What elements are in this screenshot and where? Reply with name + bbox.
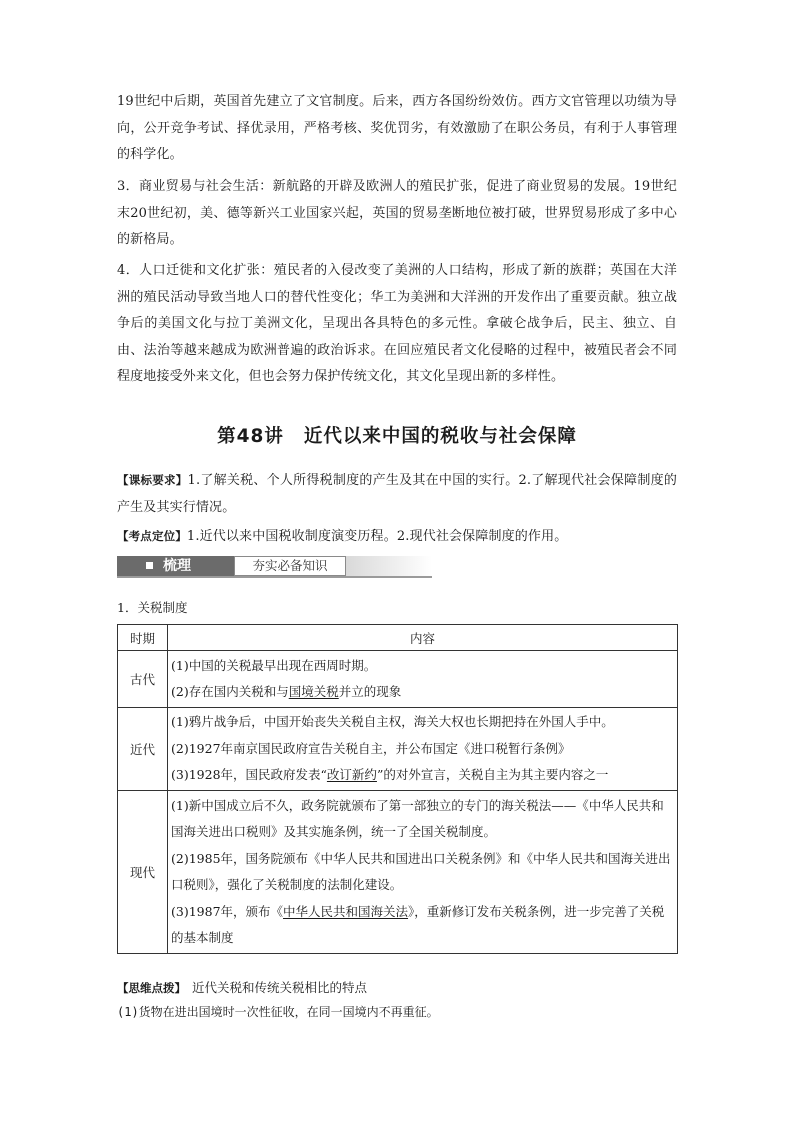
section-fade-decoration	[346, 556, 432, 576]
contemporary-point-1: (1)新中国成立后不久，政务院就颁布了第一部独立的专门的海关税法——《中华人民共和国海关进出口税则》及其实施条例，统一了全国关税制度。	[171, 797, 664, 839]
table-row-ancient	[118, 651, 678, 708]
table-row-modern-early	[118, 708, 678, 791]
exam-points-tag: 【考点定位】	[117, 529, 187, 543]
underlined-term: 国境关税	[288, 684, 339, 699]
period-contemporary: 现代	[118, 791, 168, 954]
lesson-number: 第48讲	[217, 426, 284, 447]
modern-early-point-1: (1)鸦片战争后，中国开始丧失关税自主权，海关大权也长期把持在外国人手中。	[171, 714, 614, 730]
period-ancient: 古代	[118, 651, 168, 708]
underlined-term: 中华人民共和国海关法	[283, 903, 409, 919]
section-label: 梳理	[117, 556, 234, 576]
ancient-point-2: (2)存在国内关税和与国境关税并立的现象	[171, 684, 402, 699]
content-ancient	[168, 651, 678, 708]
table-header-row	[118, 625, 678, 651]
content-contemporary	[168, 791, 678, 954]
exam-points	[117, 523, 677, 551]
contemporary-point-3: (3)1987年，颁布《中华人民共和国海关法》，重新修订发布关税条例，进一步完善了关税的基本制度	[171, 903, 665, 945]
tariff-heading: 1．关税制度	[117, 600, 188, 615]
lesson-name: 近代以来中国的税收与社会保障	[303, 426, 577, 447]
contemporary-point-2: (2)1985年，国务院颁布《中华人民共和国进出口关税条例》和《中华人民共和国海关进出口税则》，强化了关税制度的法制化建设。	[171, 850, 671, 892]
column-header-content: 内容	[168, 625, 678, 651]
underlined-term: 改订新约	[326, 767, 377, 783]
section-underline	[117, 576, 432, 578]
ancient-point-1: (1)中国的关税最早出现在西周时期。	[171, 657, 377, 673]
square-bullet-icon	[146, 562, 153, 569]
thinking-tag: 【思维点拨】	[117, 981, 186, 995]
table-row-contemporary	[118, 791, 678, 954]
thinking-text: 近代关税和传统关税相比的特点	[192, 980, 368, 995]
content-modern-early	[168, 708, 678, 791]
standards-tag: 【课标要求】	[117, 473, 188, 487]
modern-early-point-2: (2)1927年南京国民政府宣告关税自主，并公布国定《进口税暂行条例》	[171, 740, 571, 756]
intro-paragraph-trade: 3．商业贸易与社会生活：新航路的开辟及欧洲人的殖民扩张，促进了商业贸易的发展。19世纪末20世纪初，美、德等新兴工业国家兴起，英国的贸易垄断地位被打破，世界贸易形成了多中心的新格局。	[117, 179, 677, 247]
standards-text: 1.了解关税、个人所得税制度的产生及其在中国的实行。2.了解现代社会保障制度的产生及其实行情况。	[117, 473, 677, 515]
exam-points-text: 1.近代以来中国税收制度演变历程。2.现代社会保障制度的作用。	[186, 529, 568, 544]
section-subtitle: 夯实必备知识	[234, 556, 346, 576]
handwritten-point-1: (1)货物在进出国境时一次性征收，在同一国境内不再重征。	[117, 1005, 439, 1019]
intro-paragraph-civil-service: 19世纪中后期，英国首先建立了文官制度。后来，西方各国纷纷效仿。西方文官管理以功绩为导向，公开竞争考试、择优录用，严格考核、奖优罚劣，有效激励了在职公务员，有利于人事管理的科学化。	[117, 94, 677, 162]
section-header-bar	[117, 556, 432, 578]
lesson-title	[0, 422, 794, 448]
tariff-table	[117, 624, 678, 954]
curriculum-standards	[117, 467, 677, 521]
column-header-period: 时期	[118, 625, 168, 651]
thinking-tip	[117, 978, 677, 996]
modern-early-point-3: (3)1928年，国民政府发表“改订新约”的对外宣言，关税自主为其主要内容之一	[171, 767, 609, 783]
period-modern-early: 近代	[118, 708, 168, 791]
intro-paragraph-migration: 4．人口迁徙和文化扩张：殖民者的入侵改变了美洲的人口结构，形成了新的族群；英国在大洋洲的殖民活动导致当地人口的替代性变化；华工为美洲和大洋洲的开发作出了重要贡献。独立战争后的美国文化与拉丁美洲文化，呈现出各具特色的多元性。拿破仑战争后，民主、独立、自由、法治等越来越成为欧洲普遍的政治诉求。在回应殖民者文化侵略的过程中，被殖民者会不同程度地接受外来文化，但也会努力保护传统文化，其文化呈现出新的多样性。	[117, 263, 677, 384]
